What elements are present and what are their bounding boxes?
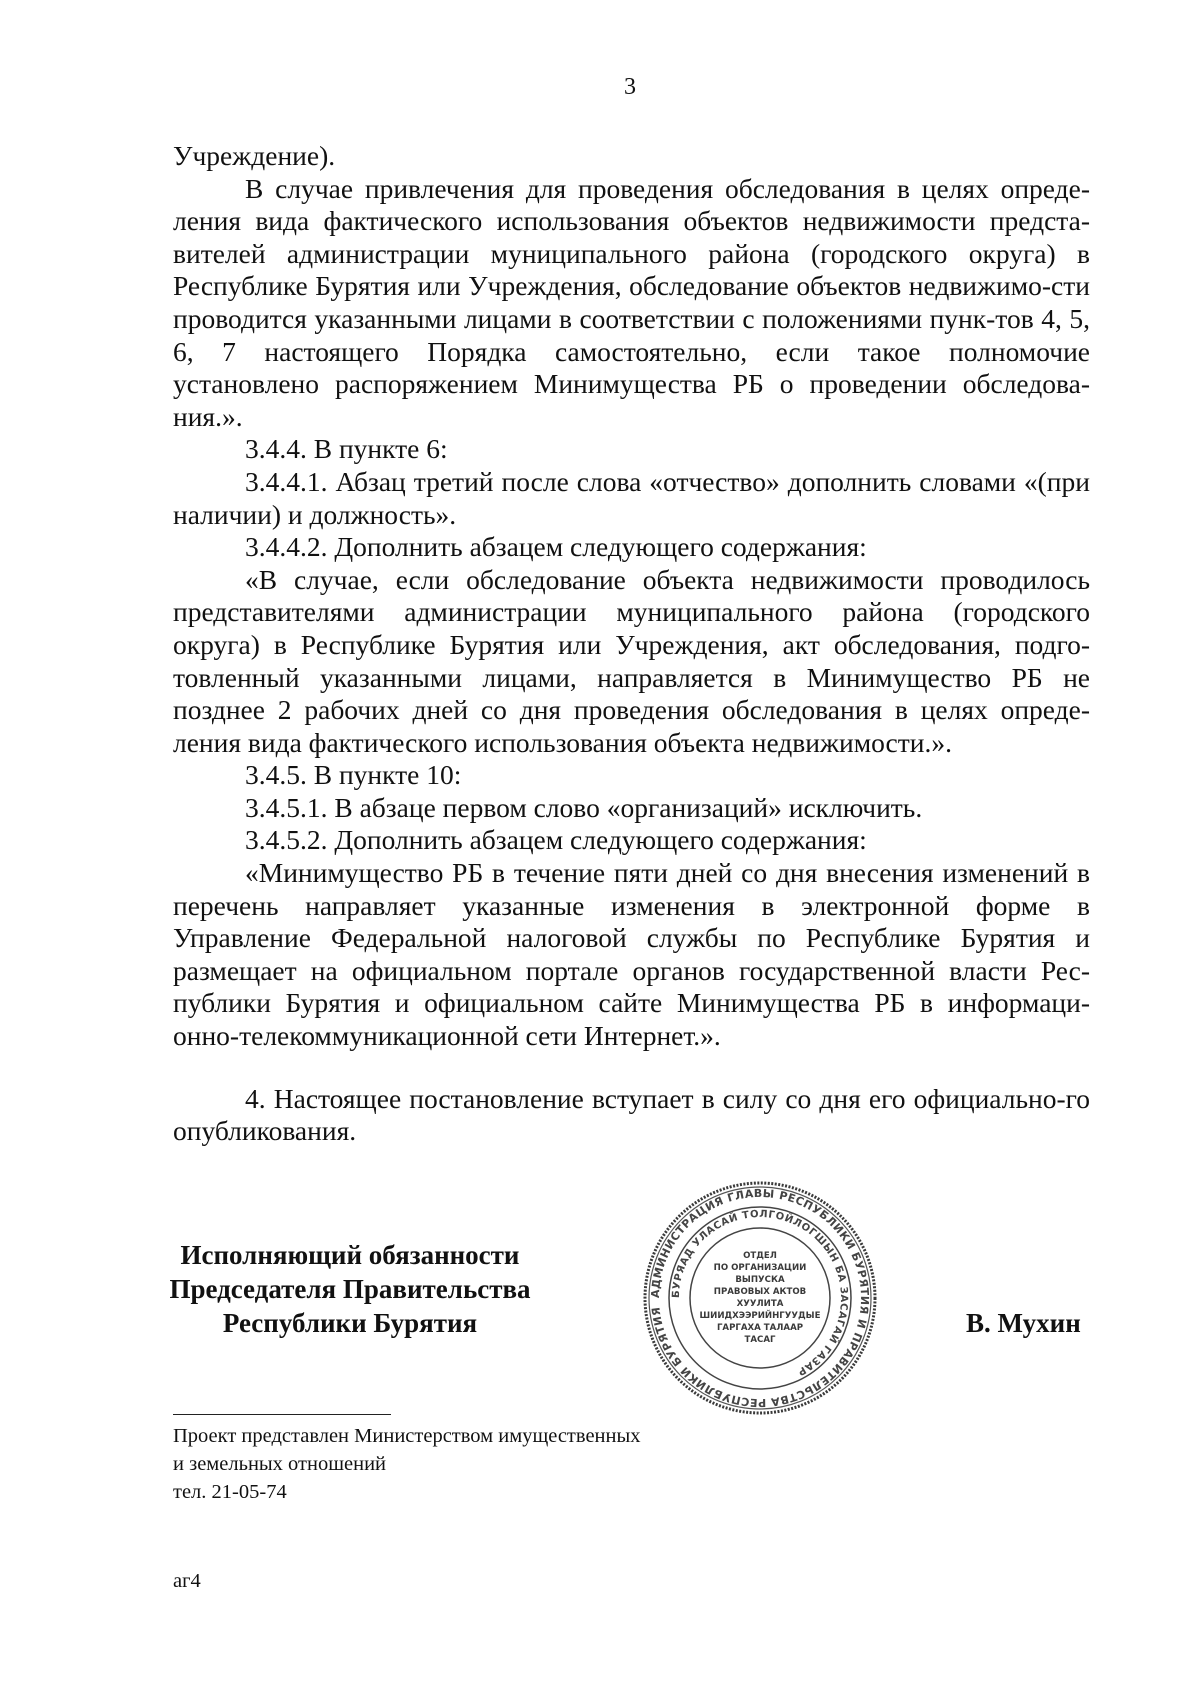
paragraph-3-4-4-1: 3.4.4.1. Абзац третий после слова «отчество» дополнить словами «(при наличии) и должность».: [173, 465, 1090, 530]
signer-title-line: Председателя Правительства: [169, 1274, 531, 1304]
signer-name: В. Мухин: [966, 1308, 1081, 1338]
stamp-center-text: ГАРГАХА ТАЛААР: [716, 1323, 804, 1333]
stamp-center-text: ТАСАГ: [744, 1335, 776, 1345]
paragraph-survey-act: «В случае, если обследование объекта недвижимости проводилось представителями администрации муниципального района (городского округа) в Республике Бурятия или Учреждения, акт обследования, подго-товленный указанными лицами, направляется в Минимущество РБ не позднее 2 рабочих дней со дня проведения обследования в целях опреде-ления вида фактического использования объекта недвижимости.».: [173, 563, 1090, 758]
paragraph-survey-representatives: В случае привлечения для проведения обследования в целях опреде-ления вида фактического использования объектов недвижимости предста-вителей администрации муниципального района (городского округа) в Республике Бурятия или Учреждения, обследование объектов недвижимо-сти проводится указанными лицами в соответствии с положениями пунк-тов 4, 5, 6, 7 настоящего Порядка самостоятельно, если такое полномочие установлено распоряжением Минимущества РБ о проведении обследова-ния.».: [173, 172, 1090, 432]
stamp-center-text: ПО ОРГАНИЗАЦИИ: [713, 1263, 807, 1273]
footnote-line: Проект представлен Министерством имущественных: [173, 1425, 641, 1447]
stamp-center-text: ШИИДХЭЭРИЙНГУУДЫЕ: [699, 1311, 821, 1321]
svg-text:АДМИНИСТРАЦИЯ ГЛАВЫ РЕСПУБЛИКИ: [649, 1187, 871, 1409]
paragraph-3-4-4-2: 3.4.4.2. Дополнить абзацем следующего содержания:: [245, 531, 867, 563]
paragraph-effective-date: 4. Настоящее постановление вступает в силу со дня его официально-го опубликования.: [173, 1082, 1090, 1147]
paragraph-3-4-4: 3.4.4. В пункте 6:: [245, 433, 448, 465]
signer-title: [150, 1238, 550, 1340]
document-code: аг4: [173, 1570, 201, 1592]
stamp-center-text: ХУУЛИТА: [736, 1299, 784, 1309]
paragraph-3-4-5: 3.4.5. В пункте 10:: [245, 759, 462, 791]
stamp-center-text: ПРАВОВЫХ АКТОВ: [713, 1287, 807, 1297]
stamp-center-text: ОТДЕЛ: [743, 1251, 777, 1261]
signer-title-line: Республики Бурятия: [222, 1308, 478, 1338]
stamp-inner-text: БУРЯАД УЛАСАЙ ТОЛГОЙЛОГШЫН БА ЗАСАГАЙ ГАЗАР: [670, 1208, 850, 1378]
footnote: [173, 1422, 641, 1506]
stamp-outer-text: АДМИНИСТРАЦИЯ ГЛАВЫ РЕСПУБЛИКИ БУРЯТИЯ И ПРАВИТЕЛЬСТВА РЕСПУБЛИКИ БУРЯТИЯ: [648, 1186, 872, 1410]
official-seal-stamp: [640, 1178, 880, 1418]
stamp-center-text: ВЫПУСКА: [735, 1275, 785, 1285]
paragraph-3-4-5-1: 3.4.5.1. В абзаце первом слово «организаций» исключить.: [245, 791, 923, 823]
paragraph-3-4-5-2: 3.4.5.2. Дополнить абзацем следующего содержания:: [245, 824, 867, 856]
paragraph-continuation: Учреждение).: [173, 140, 336, 171]
document-body: [173, 140, 1090, 1148]
footnote-divider: [173, 1414, 391, 1415]
footnote-phone: тел. 21-05-74: [173, 1481, 287, 1503]
signer-title-line: Исполняющий обязанности: [180, 1240, 520, 1270]
paragraph-list-changes: «Минимущество РБ в течение пяти дней со дня внесения изменений в перечень направляет указанные изменения в электронной форме в Управление Федеральной налоговой службы по Республике Бурятия и размещает на официальном портале органов государственной власти Рес-публики Бурятия и официальном сайте Минимущества РБ в информаци-онно-телекоммуникационной сети Интернет.».: [173, 857, 1090, 1052]
footnote-line: и земельных отношений: [173, 1453, 387, 1475]
page-number: 3: [624, 74, 636, 100]
